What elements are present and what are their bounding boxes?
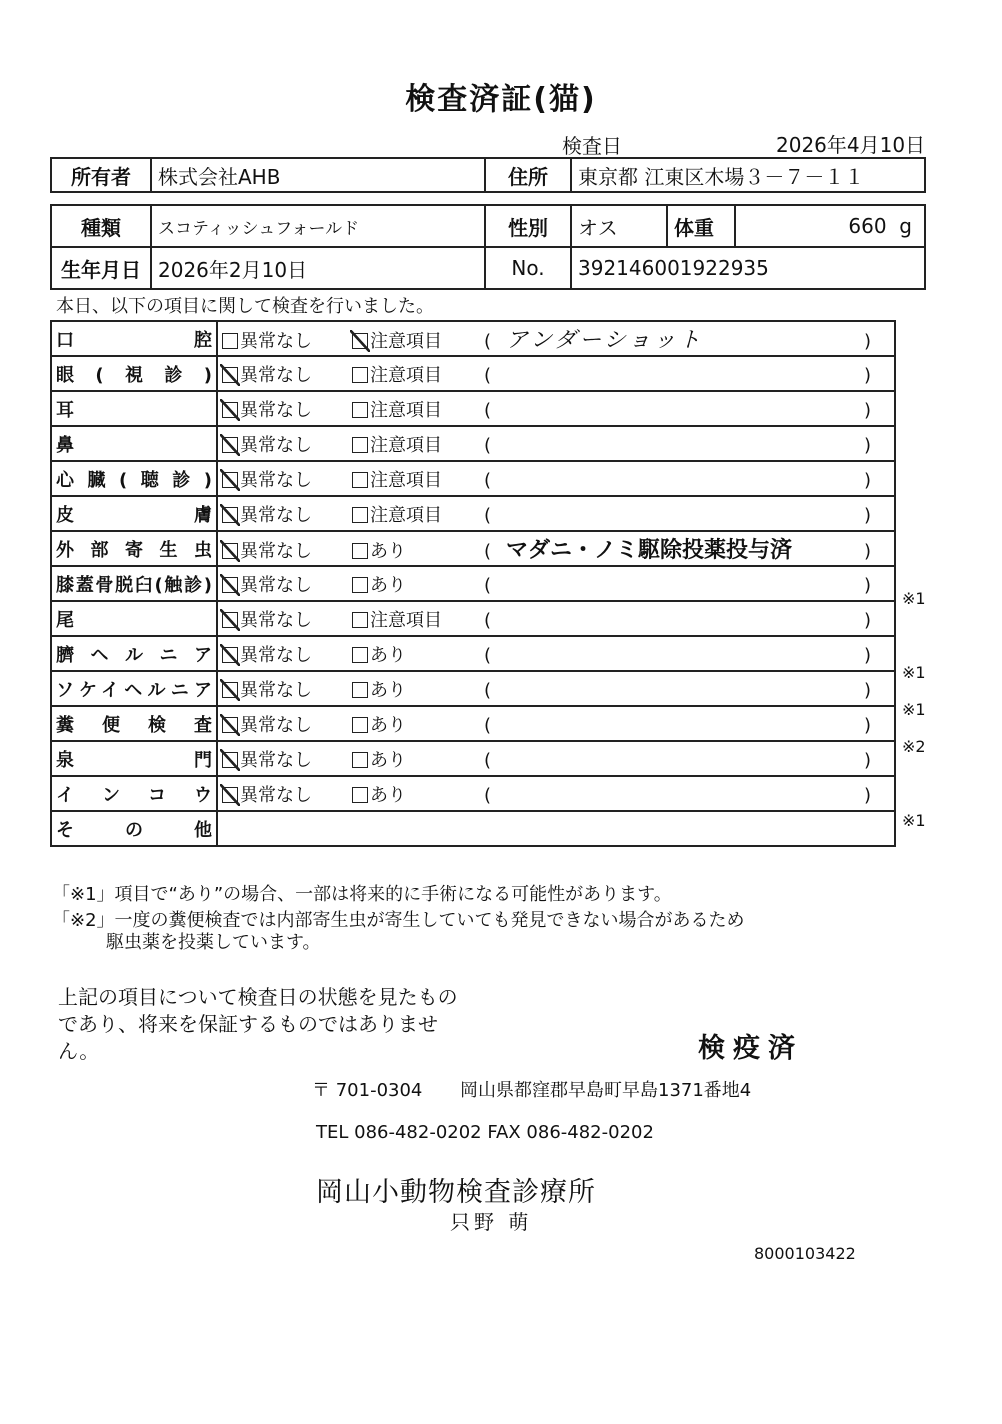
option-normal[interactable] (222, 676, 352, 702)
paren-open: ( (484, 504, 492, 526)
exam-item-name: 臍ヘルニア (51, 636, 217, 671)
footnote-mark: ※2 (902, 737, 926, 756)
option-normal[interactable] (222, 606, 352, 632)
option-abnormal-label: あり (370, 574, 406, 596)
exam-item-name: インコウ (51, 776, 217, 811)
option-abnormal-label: 注意項目 (370, 331, 442, 352)
option-normal[interactable] (222, 746, 352, 772)
checkbox-normal[interactable] (222, 647, 238, 663)
paren-open: ( (484, 749, 492, 771)
option-abnormal-label: 注意項目 (370, 504, 442, 526)
option-normal-label: 異常なし (240, 749, 312, 771)
owner-value: 株式会社AHB (151, 158, 485, 192)
checkbox-abnormal[interactable] (352, 507, 368, 523)
paren-open: ( (484, 784, 492, 806)
exam-row (51, 671, 895, 706)
weight-value: 660 (848, 214, 887, 238)
checkbox-abnormal[interactable] (352, 402, 368, 418)
clinic-address: 岡山県都窪郡早島町早島1371番地4 (460, 1080, 752, 1101)
exam-row (51, 776, 895, 811)
sex-value: オス (571, 205, 667, 247)
disclaimer: 上記の項目について検査日の状態を見たものであり、将来を保証するものではありません。 (58, 985, 458, 1063)
footnote-mark: ※1 (902, 700, 926, 719)
checkbox-abnormal[interactable] (352, 367, 368, 383)
checkbox-abnormal[interactable] (352, 787, 368, 803)
checkbox-normal[interactable] (222, 612, 238, 628)
exam-item-result (217, 321, 895, 356)
option-normal[interactable] (222, 431, 352, 457)
exam-item-result (217, 496, 895, 531)
option-normal-label: 異常なし (240, 331, 312, 352)
contact-numbers: TEL 086-482-0202 FAX 086-482-0202 (316, 1122, 654, 1143)
exam-row-other (51, 811, 895, 846)
exam-item-name: 心臓(聴診) (51, 461, 217, 496)
paren-close: ) (864, 434, 872, 456)
checkbox-normal[interactable] (222, 577, 238, 593)
paren-close: ) (864, 504, 872, 526)
option-abnormal-label: あり (370, 714, 406, 736)
paren-open: ( (484, 469, 492, 491)
option-normal[interactable] (222, 327, 352, 353)
weight-unit: g (899, 214, 912, 238)
paren-close: ) (864, 749, 872, 771)
address-value: 東京都 江東区木場３－７－１１ (571, 158, 925, 192)
option-abnormal-label: あり (370, 644, 406, 666)
exam-item-result (217, 601, 895, 636)
checkbox-abnormal[interactable] (352, 437, 368, 453)
exam-row (51, 321, 895, 356)
exam-item-name: 泉門 (51, 741, 217, 776)
option-abnormal[interactable] (352, 746, 484, 772)
exam-item-name: ソケイヘルニア (51, 671, 217, 706)
paren-close: ) (864, 364, 872, 386)
other-label: その他 (51, 811, 217, 846)
pet-table (50, 204, 926, 290)
option-abnormal[interactable] (352, 361, 484, 387)
option-abnormal[interactable] (352, 606, 484, 632)
breed-value: スコティッシュフォールド (151, 205, 485, 247)
exam-item-result (217, 636, 895, 671)
option-normal[interactable] (222, 361, 352, 387)
owner-table (50, 157, 926, 193)
option-normal[interactable] (222, 711, 352, 737)
exam-row (51, 741, 895, 776)
footnote-2: 「※2」一度の糞便検査では内部寄生虫が寄生していても発見できない場合があるため (52, 910, 745, 931)
option-abnormal-label: あり (370, 749, 406, 771)
option-normal-label: 異常なし (240, 434, 312, 456)
checkbox-normal[interactable] (222, 437, 238, 453)
exam-row (51, 496, 895, 531)
paren-open: ( (484, 644, 492, 666)
checkbox-normal[interactable] (222, 402, 238, 418)
postal-code: 〒 701-0304 (312, 1080, 423, 1101)
option-abnormal[interactable] (352, 676, 484, 702)
option-abnormal[interactable] (352, 711, 484, 737)
intro-text: 本日、以下の項目に関して検査を行いました。 (56, 296, 434, 317)
no-value: 392146001922935 (571, 247, 925, 289)
checkbox-abnormal[interactable] (352, 577, 368, 593)
exam-row (51, 426, 895, 461)
inspection-date-value: 2026年4月10日 (776, 133, 926, 157)
exam-item-name: 外部寄生虫 (51, 531, 217, 566)
paren-close: ) (864, 644, 872, 666)
breed-label: 種類 (51, 205, 151, 247)
option-abnormal-label: あり (370, 679, 406, 701)
option-normal[interactable] (222, 501, 352, 527)
option-abnormal-label: あり (370, 784, 406, 806)
exam-row (51, 531, 895, 566)
option-abnormal-label: 注意項目 (370, 399, 442, 421)
exam-row (51, 461, 895, 496)
paren-close: ) (864, 679, 872, 701)
exam-item-result (217, 706, 895, 741)
option-abnormal-label: 注意項目 (370, 469, 442, 491)
footnote-3: 駆虫薬を投薬しています。 (106, 932, 321, 953)
option-abnormal[interactable] (352, 781, 484, 807)
option-abnormal[interactable] (352, 537, 484, 563)
option-abnormal[interactable] (352, 571, 484, 597)
exam-item-name: 耳 (51, 391, 217, 426)
footnote-mark: ※1 (902, 811, 926, 830)
exam-row (51, 636, 895, 671)
option-normal-label: 異常なし (240, 541, 312, 562)
option-abnormal-label: 注意項目 (370, 609, 442, 631)
option-normal-label: 異常なし (240, 784, 312, 806)
birth-value: 2026年2月10日 (151, 247, 485, 289)
paren-close: ) (864, 331, 872, 352)
paren-open: ( (484, 364, 492, 386)
footnote-1: 「※1」項目で“あり”の場合、一部は将来的に手術になる可能性があります。 (52, 884, 672, 905)
paren-close: ) (864, 714, 872, 736)
option-normal[interactable] (222, 781, 352, 807)
checkbox-normal[interactable] (222, 333, 238, 349)
exam-item-result (217, 391, 895, 426)
inspection-date-label: 検査日 (562, 134, 622, 158)
sex-label: 性別 (485, 205, 571, 247)
exam-row (51, 706, 895, 741)
exam-item-name: 鼻 (51, 426, 217, 461)
checkbox-abnormal[interactable] (352, 717, 368, 733)
exam-item-result (217, 671, 895, 706)
exam-item-result (217, 741, 895, 776)
exam-item-name: 尾 (51, 601, 217, 636)
exam-item-result (217, 461, 895, 496)
exam-row (51, 566, 895, 601)
option-normal-label: 異常なし (240, 644, 312, 666)
owner-label: 所有者 (51, 158, 151, 192)
exam-item-name: 皮膚 (51, 496, 217, 531)
checkbox-normal[interactable] (222, 682, 238, 698)
exam-item-name: 眼(視診) (51, 356, 217, 391)
option-normal-label: 異常なし (240, 469, 312, 491)
paren-open: ( (484, 434, 492, 456)
checkbox-normal[interactable] (222, 787, 238, 803)
checkbox-normal[interactable] (222, 752, 238, 768)
checkbox-normal[interactable] (222, 472, 238, 488)
checkbox-normal[interactable] (222, 543, 238, 559)
checkbox-normal[interactable] (222, 367, 238, 383)
exam-note: アンダーショット (506, 328, 704, 353)
checkbox-normal[interactable] (222, 717, 238, 733)
option-abnormal-label: 注意項目 (370, 434, 442, 456)
paren-open: ( (484, 574, 492, 596)
option-abnormal-label: あり (370, 541, 406, 562)
option-normal[interactable] (222, 537, 352, 563)
option-abnormal[interactable] (352, 327, 484, 353)
exam-note: マダニ・ノミ駆除投薬投与済 (506, 538, 793, 563)
option-abnormal[interactable] (352, 466, 484, 492)
paren-close: ) (864, 784, 872, 806)
option-abnormal[interactable] (352, 641, 484, 667)
exam-row (51, 391, 895, 426)
option-abnormal[interactable] (352, 501, 484, 527)
checkbox-abnormal[interactable] (352, 472, 368, 488)
footnote-mark: ※1 (902, 663, 926, 682)
birth-label: 生年月日 (51, 247, 151, 289)
option-normal[interactable] (222, 396, 352, 422)
clinic-name: 岡山小動物検査診療所 (316, 1177, 596, 1208)
checkbox-abnormal[interactable] (352, 612, 368, 628)
paren-close: ) (864, 469, 872, 491)
paren-open: ( (484, 541, 492, 562)
checkbox-abnormal[interactable] (352, 752, 368, 768)
paren-close: ) (864, 609, 872, 631)
option-normal-label: 異常なし (240, 504, 312, 526)
option-normal-label: 異常なし (240, 609, 312, 631)
exam-item-name: 糞便検査 (51, 706, 217, 741)
exam-item-result (217, 776, 895, 811)
quarantine-seal: 検疫済 (698, 1033, 803, 1064)
weight-cell (735, 205, 925, 247)
checkbox-normal[interactable] (222, 507, 238, 523)
option-normal[interactable] (222, 466, 352, 492)
exam-item-name: 口腔 (51, 321, 217, 356)
paren-open: ( (484, 331, 492, 352)
other-value[interactable] (217, 811, 895, 846)
certificate-title: 検査済証(猫) (405, 82, 597, 117)
paren-open: ( (484, 399, 492, 421)
paren-open: ( (484, 679, 492, 701)
checkbox-abnormal[interactable] (352, 682, 368, 698)
document-number: 8000103422 (754, 1244, 856, 1263)
option-normal-label: 異常なし (240, 714, 312, 736)
exam-item-result (217, 566, 895, 601)
exam-row (51, 601, 895, 636)
option-normal-label: 異常なし (240, 364, 312, 386)
option-abnormal[interactable] (352, 396, 484, 422)
exam-item-name: 膝蓋骨脱臼(触診) (51, 566, 217, 601)
exam-row (51, 356, 895, 391)
checkbox-abnormal[interactable] (352, 333, 368, 349)
exam-item-result (217, 531, 895, 566)
paren-open: ( (484, 714, 492, 736)
paren-close: ) (864, 541, 872, 562)
footnote-mark: ※1 (902, 589, 926, 608)
veterinarian-name: 只野 萌 (450, 1210, 533, 1234)
paren-close: ) (864, 574, 872, 596)
option-normal[interactable] (222, 641, 352, 667)
checkbox-abnormal[interactable] (352, 647, 368, 663)
exam-table (50, 320, 896, 847)
paren-close: ) (864, 399, 872, 421)
option-normal-label: 異常なし (240, 679, 312, 701)
option-normal[interactable] (222, 571, 352, 597)
exam-item-result (217, 426, 895, 461)
paren-open: ( (484, 609, 492, 631)
option-abnormal[interactable] (352, 431, 484, 457)
address-label: 住所 (485, 158, 571, 192)
option-normal-label: 異常なし (240, 399, 312, 421)
exam-item-result (217, 356, 895, 391)
checkbox-abnormal[interactable] (352, 543, 368, 559)
option-normal-label: 異常なし (240, 574, 312, 596)
option-abnormal-label: 注意項目 (370, 364, 442, 386)
weight-label: 体重 (667, 205, 735, 247)
no-label: No. (485, 247, 571, 289)
